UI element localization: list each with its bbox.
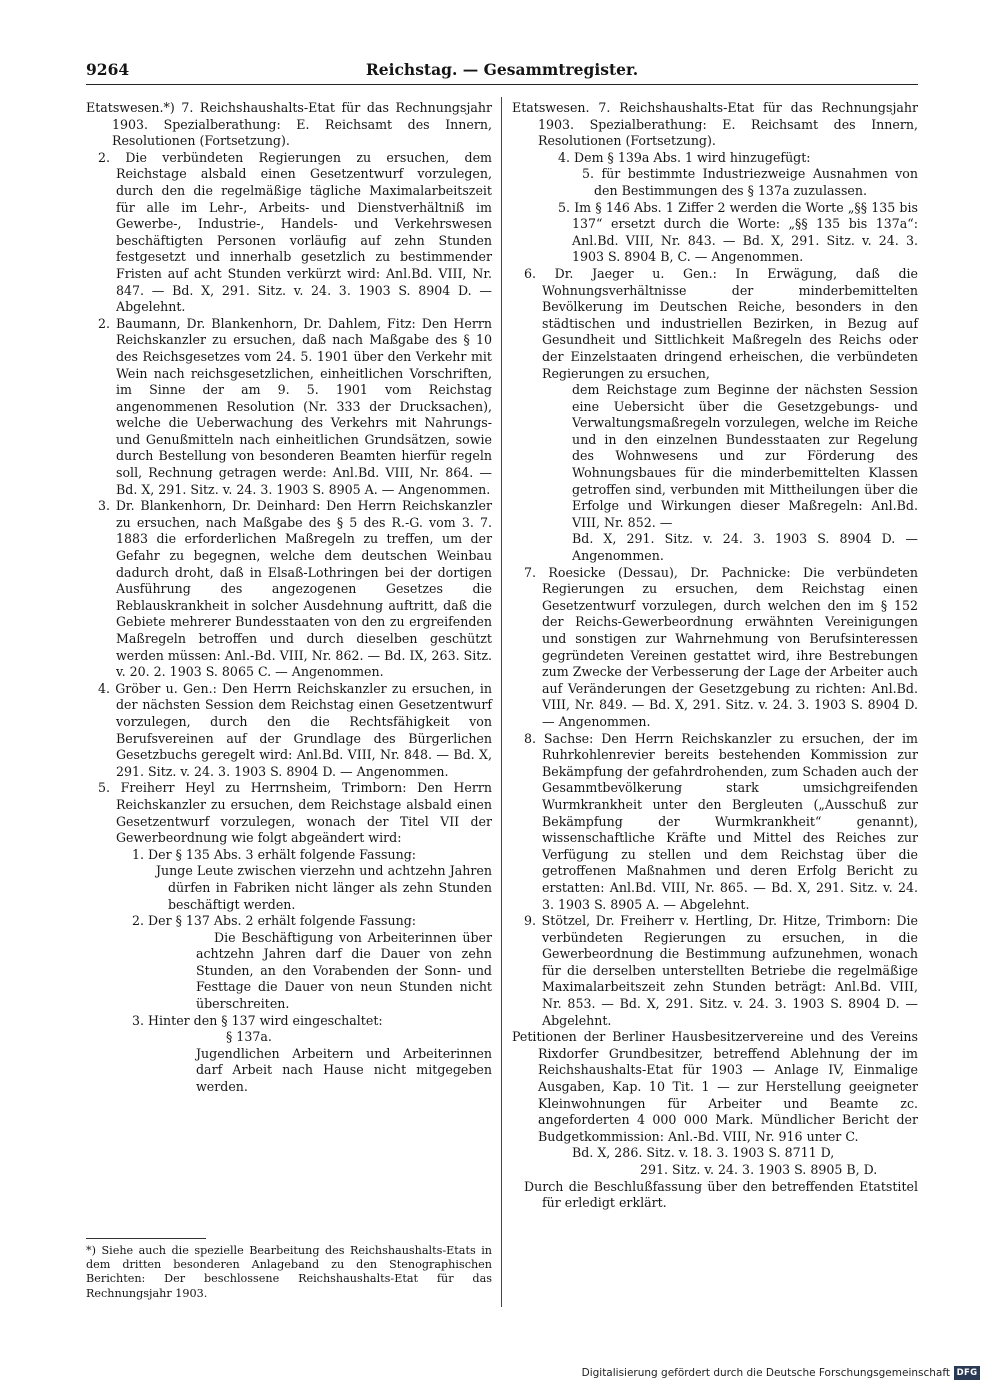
entry-paragraph: § 137a. [226,1029,272,1045]
entry-paragraph: Junge Leute zwischen vierzehn und achtzehn Jahren dürfen in Fabriken nicht länger als zehn Stunden beschäftigt werden. [156,863,492,912]
entry-paragraph: Etatswesen.*) 7. Reichshaushalts-Etat für das Rechnungsjahr 1903. Spezialberathung: E. Reichsamt des Innern, Resolutionen (Fortsetzung). [86,100,492,149]
footer [582,1366,980,1380]
entry-paragraph: 3. Dr. Blankenhorn, Dr. Deinhard: Den Herrn Reichskanzler zu ersuchen, nach Maßgabe des § 5 des R.-G. vom 3. 7. 1883 die erforderlichen Maßregeln zu treffen, um der Gefahr zu begegnen, welche dem deutschen Weinbau dadurch droht, daß in Elsaß-Lothringen bei der dortigen Ausführung des angezogenen Gesetzes die Reblauskrankheit in solcher Ausdehnung auftritt, daß die Gebiete mehrerer Bundesstaaten von den zu ergreifenden Maßregeln betroffen und durch dieselben geschützt werden müssen: Anl.-Bd. VIII, Nr. 862. — Bd. IX, 263. Sitz. v. 20. 2. 1903 S. 8065 C. — Angenommen. [98,498,492,680]
footnote [86,1244,492,1301]
entry-paragraph: Etatswesen. 7. Reichshaushalts-Etat für das Rechnungsjahr 1903. Spezialberathung: E. Reichsamt des Innern, Resolutionen (Fortsetzung). [512,100,918,149]
entry-paragraph: 7. Roesicke (Dessau), Dr. Pachnicke: Die verbündeten Regierungen zu ersuchen, dem Reichstag einen Gesetzentwurf vorzulegen, durch welchen den im § 152 der Reichs-Gewerbeordnung erwähnten Vereinigungen und sonstigen zur Wahrnehmung von Berufsinteressen gegründeten Vereinen gestattet wird, ihre Bestrebungen zum Zwecke der Verbesserung der Lage der Arbeiter auch auf Veränderungen der Gesetzgebung zu richten: Anl.Bd. VIII, Nr. 849. — Bd. X, 291. Sitz. v. 24. 3. 1903 S. 8904 D. — Angenommen. [524,564,918,729]
entry-paragraph: 5. für bestimmte Industriezweige Ausnahmen von den Bestimmungen des § 137a zuzulassen. [582,166,918,198]
entry-paragraph: Bd. X, 286. Sitz. v. 18. 3. 1903 S. 8711 D, [572,1145,835,1161]
footnote-text: *) Siehe auch die spezielle Bearbeitung des Reichshaushalts-Etats in dem dritten besonderen Anlageband zu den Stenographischen Berichten: Der beschlossene Reichshaushalts-Etat für das Rechnungsjahr 1903. [86,1244,492,1300]
entry-paragraph: 291. Sitz. v. 24. 3. 1903 S. 8905 B, D. [640,1162,878,1177]
entry-paragraph: 6. Dr. Jaeger u. Gen.: In Erwägung, daß die Wohnungsverhältnisse der minderbemittelten Bevölkerung im Deutschen Reiche, besonders in den städtischen und industriellen Bezirken, in Bezug auf Gesundheit und Sittlichkeit Maßregeln des Reichs oder der Einzelstaaten dringend erheischen, die verbündeten Regierungen zu ersuchen, [524,265,918,381]
page-title: Reichstag. — Gesammtregister. [365,60,639,79]
entry-paragraph: 1. Der § 135 Abs. 3 erhält folgende Fassung: [132,846,417,862]
entry-paragraph: 2. Baumann, Dr. Blankenhorn, Dr. Dahlem, Fitz: Den Herrn Reichskanzler zu ersuchen, daß nach Maßgabe des § 10 des Reichsgesetzes vom 24. 5. 1901 über den Verkehr mit Wein nach reichsgesetzlichen, einheitlichen Vorschriften, im Sinne der am 9. 5. 1901 vom Reichstag angenommenen Resolution (Nr. 333 der Drucksachen), welche die Ueberwachung des Verkehrs mit Nahrungs- und Genußmitteln nach einheitlichen Grundsätzen, sowie durch Bestellung von besonderen Beamten hierfür regeln soll, Rechnung getragen werde: Anl.Bd. VIII, Nr. 864. — Bd. X, 291. Sitz. v. 24. 3. 1903 S. 8905 A. — Angenommen. [98,315,492,497]
entry-paragraph: 5. Im § 146 Abs. 1 Ziffer 2 werden die Worte „§§ 135 bis 137“ ersetzt durch die Worte: „§§ 135 bis 137a“: Anl.Bd. VIII, Nr. 843. — Bd. X, 291. Sitz. v. 24. 3. 1903 S. 8904 B, C. — Angenommen. [558,199,918,265]
entry-paragraph: Petitionen der Berliner Hausbesitzervereine und des Vereins Rixdorfer Grundbesitzer, betreffend Ablehnung der im Reichshaushalts-Etat für 1903 — Anlage IV, Einmalige Ausgaben, Kap. 10 Tit. 1 — zur Herstellung geeigneter Kleinwohnungen für Arbeiter und Beamte zc. angeforderten 4 000 000 Mark. Mündlicher Bericht der Budgetkommission: Anl.-Bd. VIII, Nr. 916 unter C. [512,1029,918,1144]
column-divider [501,97,502,1307]
left-column [86,100,492,1096]
page-number: 9264 [86,60,130,79]
entry-paragraph: dem Reichstage zum Beginne der nächsten Session eine Uebersicht über die Gesetzgebungs- und Verwaltungsmaßregeln vorzulegen, welche im Reiche und in den einzelnen Bundesstaaten zur Regelung des Wohnwesens und zur Förderung des Wohnungsbaues für die minderbemittelten Klassen getroffen sind, verbunden mit Mittheilungen über die Erfolge und Wirkungen dieser Maßregeln: Anl.Bd. VIII, Nr. 852. — [572,382,918,530]
entry-paragraph: 9. Stötzel, Dr. Freiherr v. Hertling, Dr. Hitze, Trimborn: Die verbündeten Regierungen zu ersuchen, in die Gewerbeordnung die Bestimmung aufzunehmen, wonach für die derselben unterstellten Betriebe die regelmäßige Maximalarbeitszeit zehn Stunden beträgt: Anl.Bd. VIII, Nr. 853. — Bd. X, 291. Sitz. v. 24. 3. 1903 S. 8904 D. — Abgelehnt. [524,913,918,1028]
entry-paragraph: Durch die Beschlußfassung über den betreffenden Etatstitel für erledigt erklärt. [524,1178,918,1211]
footer-credit: Digitalisierung gefördert durch die Deutsche Forschungsgemeinschaft [581,1367,950,1379]
entry-paragraph: 4. Dem § 139a Abs. 1 wird hinzugefügt: [558,149,811,165]
header-rule [86,84,918,85]
entry-paragraph: 5. Freiherr Heyl zu Herrnsheim, Trimborn: Den Herrn Reichskanzler zu ersuchen, dem Reichstage alsbald einen Gesetzentwurf vorzulegen, wonach der Titel VII der Gewerbeordnung wie folgt abgeändert wird: [98,780,492,846]
page-header [86,58,918,84]
entry-paragraph: 2. Die verbündeten Regierungen zu ersuchen, dem Reichstage alsbald einen Gesetzentwurf vorzulegen, durch den die regelmäßige tägliche Maximalarbeitszeit für alle im Lehr-, Arbeits- und Dienstverhältniß im Gewerbe-, Industrie-, Handels- und Verkehrswesen beschäftigten Personen vorläufig auf zehn Stunden festgesetzt und innerhalb gesetzlich zu bestimmender Fristen auf acht Stunden verkürzt wird: Anl.Bd. VIII, Nr. 847. — Bd. X, 291. Sitz. v. 24. 3. 1903 S. 8904 D. — Abgelehnt. [98,149,492,315]
dfg-logo-icon: DFG [954,1366,980,1380]
entry-paragraph: Die Beschäftigung von Arbeiterinnen über achtzehn Jahren darf die Dauer von zehn Stunden, an den Vorabenden der Sonn- und Festtage die Dauer von neun Stunden nicht überschreiten. [196,929,492,1012]
entry-paragraph: 8. Sachse: Den Herrn Reichskanzler zu ersuchen, der im Ruhrkohlenrevier bereits bestehenden Kommission zur Bekämpfung der gefahrdrohenden, zum Schaden auch der Gesammtbevölkerung stark umsichgreifenden Wurmkrankheit unter den Bergleuten („Ausschuß zur Bekämpfung der Wurmkrankheit“ genannt), wissenschaftliche Kräfte und Mittel des Reiches zur Verfügung zu stellen und dem Reichstag über die getroffenen Maßnahmen und deren Erfolg Bericht zu erstatten: Anl.Bd. VIII, Nr. 865. — Bd. X, 291. Sitz. v. 24. 3. 1903 S. 8905 A. — Abgelehnt. [524,730,918,912]
entry-paragraph: Bd. X, 291. Sitz. v. 24. 3. 1903 S. 8904 D. — Angenommen. [572,531,918,564]
entry-paragraph: 2. Der § 137 Abs. 2 erhält folgende Fassung: [132,913,417,929]
entry-paragraph: 3. Hinter den § 137 wird eingeschaltet: [132,1012,383,1028]
footnote-rule [86,1238,206,1239]
right-column [512,100,918,1212]
entry-paragraph: Jugendlichen Arbeitern und Arbeiterinnen darf Arbeit nach Hause nicht mitgegeben werden. [196,1045,492,1095]
entry-paragraph: 4. Gröber u. Gen.: Den Herrn Reichskanzler zu ersuchen, in der nächsten Session dem Reichstag einen Gesetzentwurf vorzulegen, durch den die Rechtsfähigkeit von Berufsvereinen auf der Grundlage des Bürgerlichen Gesetzbuchs geregelt wird: Anl.Bd. VIII, Nr. 848. — Bd. X, 291. Sitz. v. 24. 3. 1903 S. 8904 D. — Angenommen. [98,680,492,779]
